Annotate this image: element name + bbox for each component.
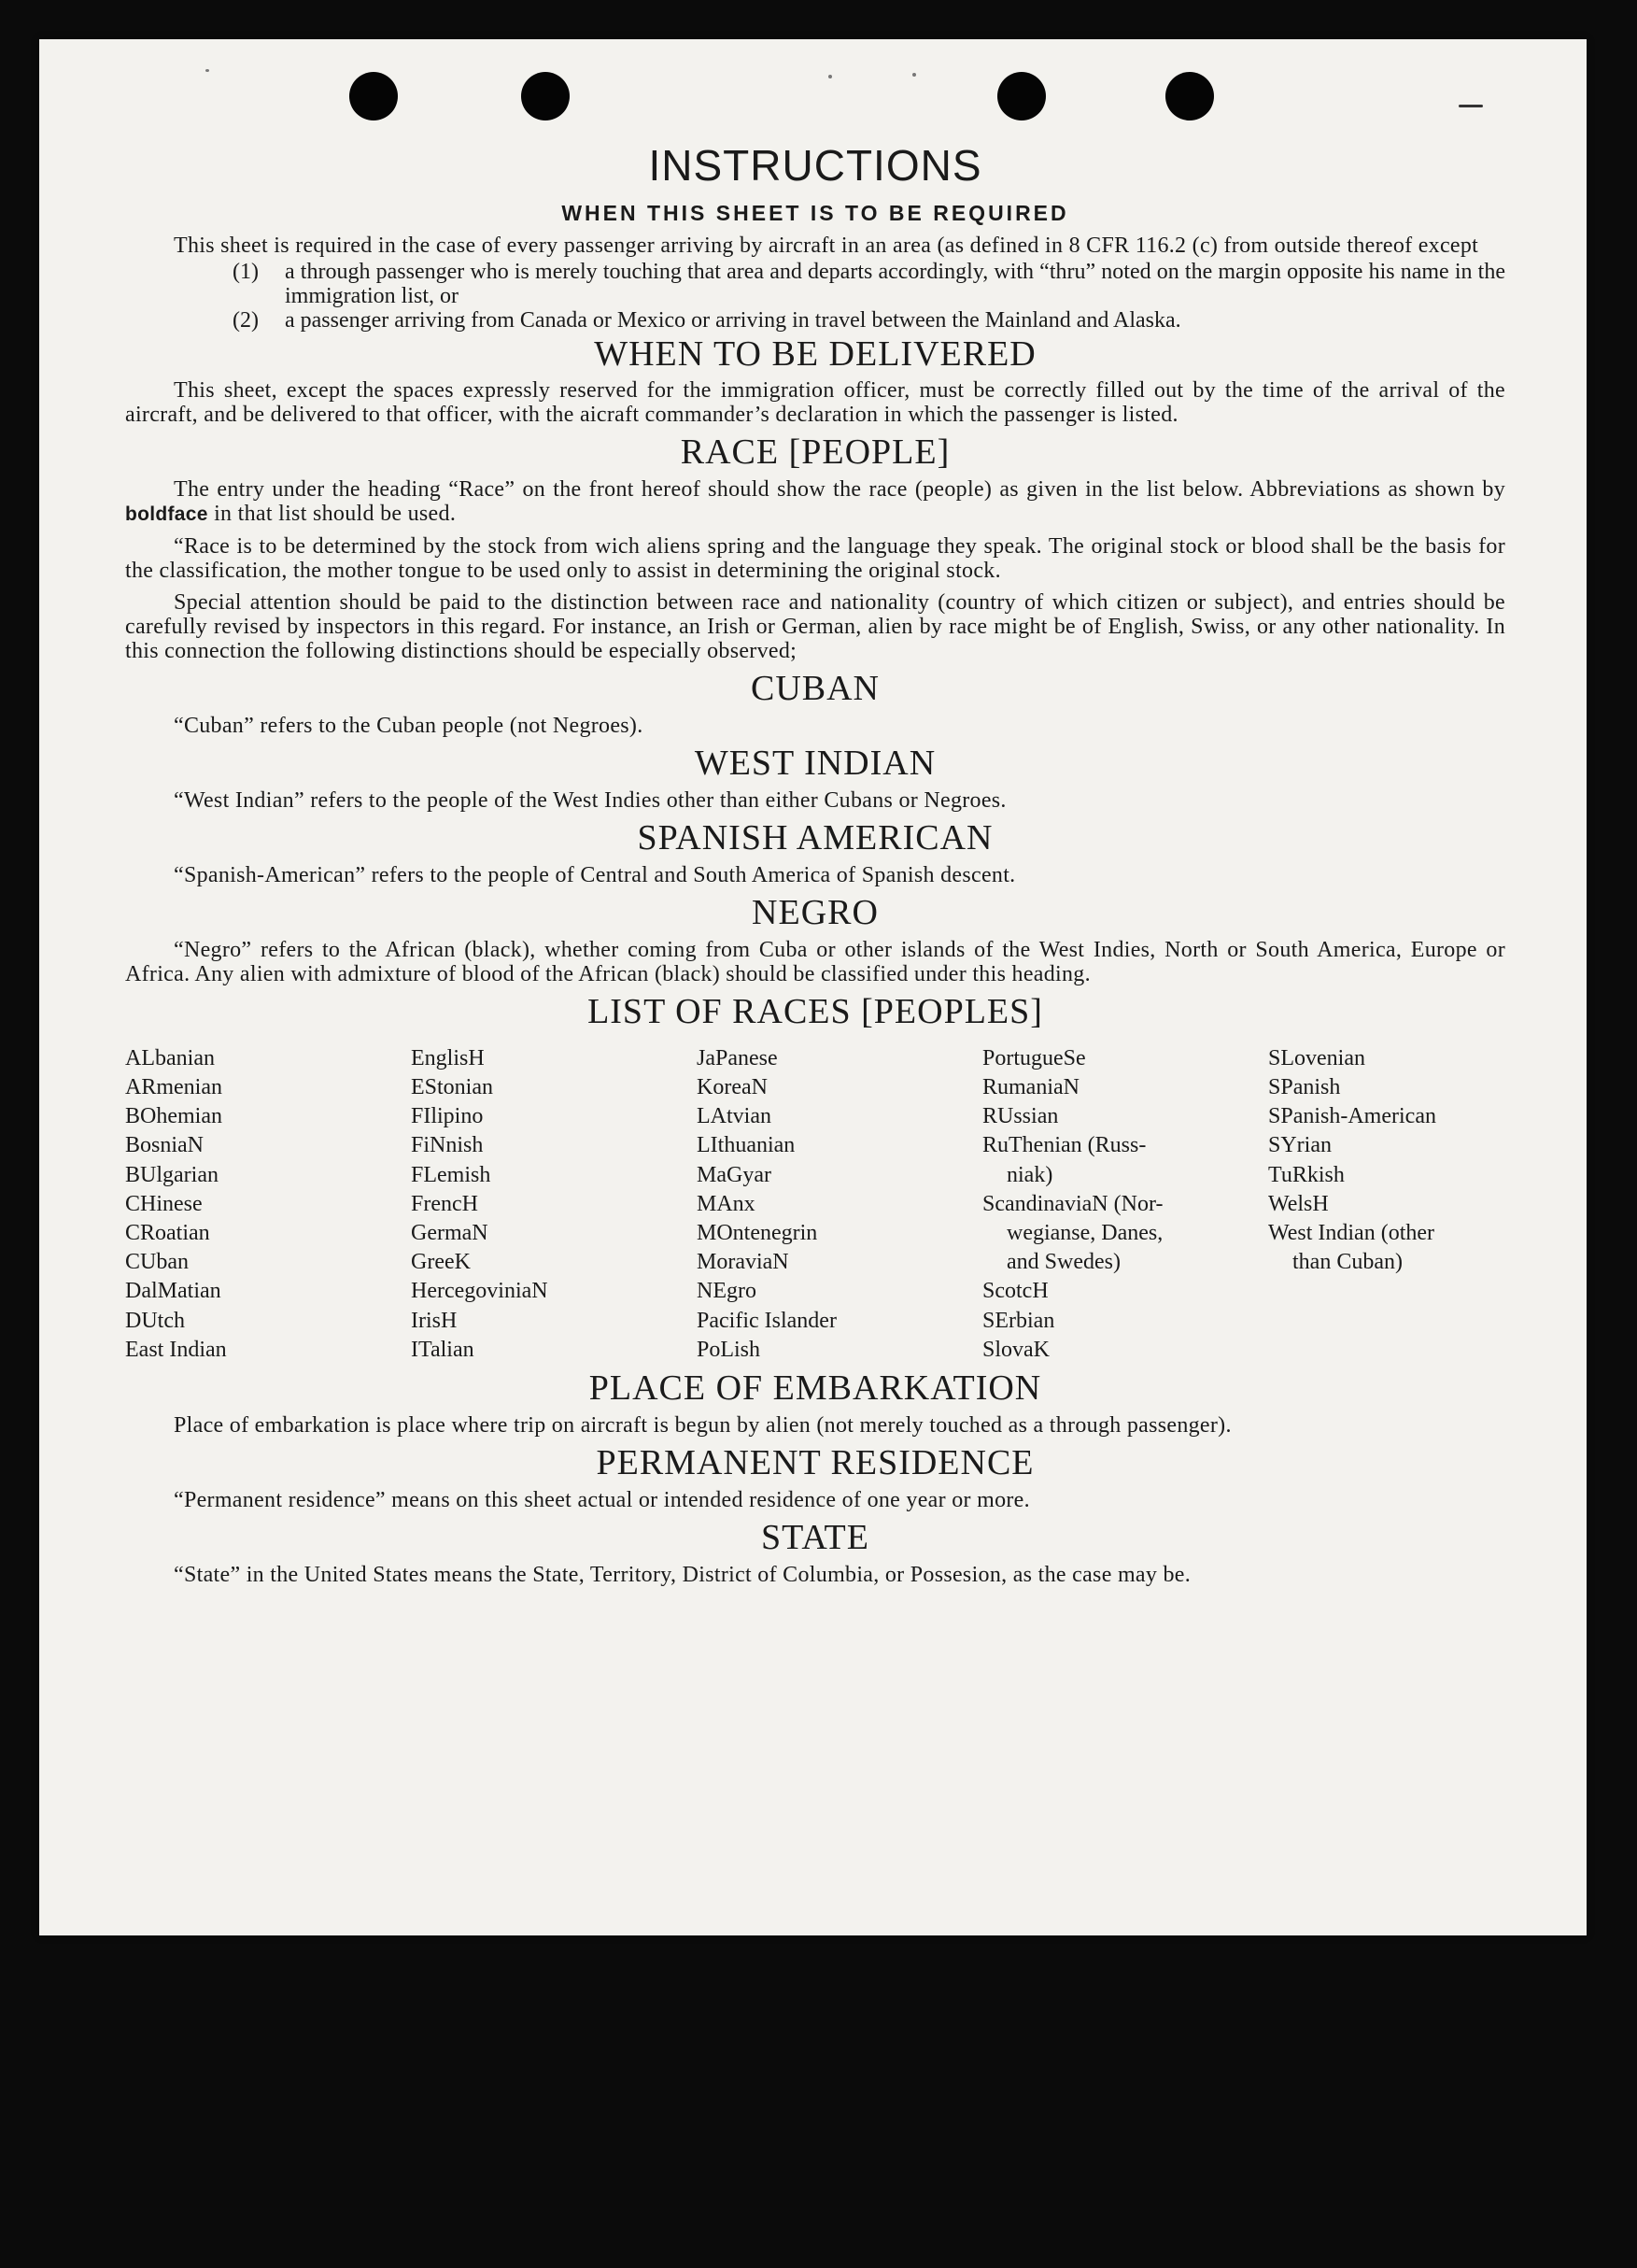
race-list-item: RumaniaN: [982, 1075, 1080, 1100]
race-list-item: CHinese: [125, 1191, 203, 1216]
race-list-item: MOntenegrin: [697, 1221, 818, 1246]
race-list-item: GreeK: [411, 1250, 471, 1275]
race-list-item: LIthuanian: [697, 1133, 796, 1158]
race-list-item: BOhemian: [125, 1104, 222, 1129]
race-list-item: SErbian: [982, 1308, 1055, 1333]
intro-paragraph: This sheet is required in the case of every passenger arriving by aircraft in an area (as defined in 8 CFR 116.2 (c) from outside thereof except: [174, 233, 1479, 258]
race-list-item: NEgro: [697, 1279, 756, 1304]
exception-number: (2): [233, 307, 259, 333]
race-list-item: PoLish: [697, 1337, 761, 1362]
section-heading-spanish-american: SPANISH AMERICAN: [637, 818, 994, 858]
ink-speck: [205, 69, 209, 72]
race-list-item: EStonian: [411, 1075, 493, 1100]
races-column-3: [697, 1044, 982, 1365]
race-paragraph-2: “Race is to be determined by the stock from wich aliens spring and the language they speak. The original stock or blood shall be the basis for the classification, the mother tongue to be used only to assist in determining the original stock.: [125, 534, 1505, 584]
negro-paragraph: “Negro” refers to the African (black), whether coming from Cuba or other islands of the West Indies, North or South America, Europe or Africa. Any alien with admixture of blood of the African (black) should be classified under this heading.: [125, 937, 1505, 986]
races-column-4: [982, 1044, 1268, 1365]
ink-mark: [1459, 105, 1483, 107]
ink-speck: [912, 73, 916, 77]
race-list-item: ScandinaviaN (Nor-: [982, 1191, 1164, 1216]
race-list-item: FrencH: [411, 1191, 478, 1216]
punch-hole: [521, 72, 570, 120]
punch-hole: [997, 72, 1046, 120]
race-list-item: FIlipino: [411, 1104, 484, 1129]
section-heading-race: RACE [PEOPLE]: [680, 432, 951, 473]
race-text-after: in that list should be used.: [214, 502, 457, 527]
race-list-item: FLemish: [411, 1162, 491, 1187]
race-list-item: PortugueSe: [982, 1045, 1086, 1070]
page-title: INSTRUCTIONS: [648, 141, 982, 190]
race-list-item: SLovenian: [1268, 1045, 1365, 1070]
spanish-american-paragraph: “Spanish-American” refers to the people of Central and South America of Spanish descent.: [174, 863, 1016, 888]
race-list-item: SlovaK: [982, 1337, 1050, 1362]
exception-number: (1): [233, 259, 259, 284]
race-list-item: MaGyar: [697, 1162, 771, 1187]
race-list-item: ScotcH: [982, 1279, 1049, 1304]
races-list: [125, 1044, 1505, 1365]
race-list-item: ALbanian: [125, 1045, 215, 1070]
race-list-item: ITalian: [411, 1337, 474, 1362]
page-subtitle: WHEN THIS SHEET IS TO BE REQUIRED: [561, 200, 1069, 225]
section-heading-negro: NEGRO: [752, 893, 879, 933]
race-list-item: FiNnish: [411, 1133, 484, 1158]
race-list-item: West Indian (other: [1268, 1221, 1435, 1246]
exceptions-list: [125, 260, 1505, 333]
section-heading-delivered: WHEN TO BE DELIVERED: [594, 333, 1037, 374]
exception-text: a passenger arriving from Canada or Mexico or arriving in travel between the Mainland and Alaska.: [285, 307, 1181, 333]
race-list-item: SYrian: [1268, 1133, 1332, 1158]
delivered-paragraph: This sheet, except the spaces expressly reserved for the immigration officer, must be correctly filled out by the time of the arrival of the aircraft, and be delivered to that officer, with the aicraft commander’s declaration in which the passenger is listed.: [125, 378, 1505, 428]
residence-paragraph: “Permanent residence” means on this sheet actual or intended residence of one year or more.: [174, 1487, 1030, 1512]
section-heading-cuban: CUBAN: [750, 669, 881, 709]
race-list-item: JaPanese: [697, 1045, 778, 1070]
punch-hole: [349, 72, 398, 120]
race-list-item: GermaN: [411, 1221, 488, 1246]
exception-item: [233, 308, 1505, 333]
race-text-bold: boldface: [125, 503, 208, 526]
race-paragraph-3: Special attention should be paid to the distinction between race and nationality (country of which citizen or subject), and entries should be carefully revised by inspectors in this regard. For instance, an Irish or German, alien by race might be of English, Swiss, or any other nationality. In this connection the following distinctions should be especially observed;: [125, 590, 1505, 664]
race-list-item: TuRkish: [1268, 1162, 1345, 1187]
race-list-item: KoreaN: [697, 1075, 768, 1100]
race-list-item: HercegoviniaN: [411, 1279, 548, 1304]
west-indian-paragraph: “West Indian” refers to the people of the West Indies other than either Cubans or Negroes.: [174, 788, 1007, 814]
race-list-item: MAnx: [697, 1191, 755, 1216]
race-list-item: RUssian: [982, 1104, 1059, 1129]
document-page: [39, 39, 1587, 1935]
race-list-item: ARmenian: [125, 1075, 222, 1100]
race-list-item: WelsH: [1268, 1191, 1329, 1216]
instructions-content: [125, 142, 1505, 1595]
race-list-item: DUtch: [125, 1308, 185, 1333]
race-list-item: CUban: [125, 1250, 189, 1275]
section-heading-west-indian: WEST INDIAN: [694, 744, 937, 784]
race-list-item: BosniaN: [125, 1133, 204, 1158]
race-list-item: SPanish-American: [1268, 1104, 1436, 1129]
section-heading-state: STATE: [761, 1517, 869, 1557]
race-list-item: MoraviaN: [697, 1250, 789, 1275]
races-column-5: [1268, 1044, 1505, 1365]
race-list-item: than Cuban): [1292, 1250, 1403, 1275]
races-column-2: [411, 1044, 697, 1365]
embarkation-paragraph: Place of embarkation is place where trip on aircraft is begun by alien (not merely touched as a through passenger).: [174, 1412, 1232, 1438]
race-list-item: East Indian: [125, 1337, 227, 1362]
race-list-item: BUlgarian: [125, 1162, 219, 1187]
section-heading-residence: PERMANENT RESIDENCE: [596, 1442, 1035, 1482]
race-paragraph-1: [125, 477, 1505, 527]
cuban-paragraph: “Cuban” refers to the Cuban people (not Negroes).: [174, 714, 643, 739]
race-text-before: The entry under the heading “Race” on the front hereof should show the race (people) as given in the list below. Abbreviations as shown by: [174, 477, 1505, 503]
race-list-item: wegianse, Danes,: [1007, 1221, 1164, 1246]
race-list-item: Pacific Islander: [697, 1308, 837, 1333]
exception-item: [233, 260, 1505, 308]
exception-text: a through passenger who is merely touching that area and departs accordingly, with “thru” noted on the margin opposite his name in the immigration list, or: [285, 259, 1505, 308]
race-list-item: niak): [1007, 1162, 1053, 1187]
race-list-item: EnglisH: [411, 1045, 485, 1070]
race-list-item: and Swedes): [1007, 1250, 1121, 1275]
state-paragraph: “State” in the United States means the State, Territory, District of Columbia, or Possesion, as the case may be.: [174, 1562, 1192, 1587]
race-list-item: IrisH: [411, 1308, 458, 1333]
race-list-item: CRoatian: [125, 1221, 210, 1246]
ink-speck: [828, 75, 832, 78]
race-list-item: DalMatian: [125, 1279, 221, 1304]
punch-hole: [1165, 72, 1214, 120]
section-heading-races-list: LIST OF RACES [PEOPLES]: [587, 991, 1043, 1031]
section-heading-embarkation: PLACE OF EMBARKATION: [588, 1368, 1042, 1409]
race-list-item: LAtvian: [697, 1104, 771, 1129]
race-list-item: RuThenian (Russ-: [982, 1133, 1147, 1158]
races-column-1: [125, 1044, 411, 1365]
race-list-item: SPanish: [1268, 1075, 1341, 1100]
